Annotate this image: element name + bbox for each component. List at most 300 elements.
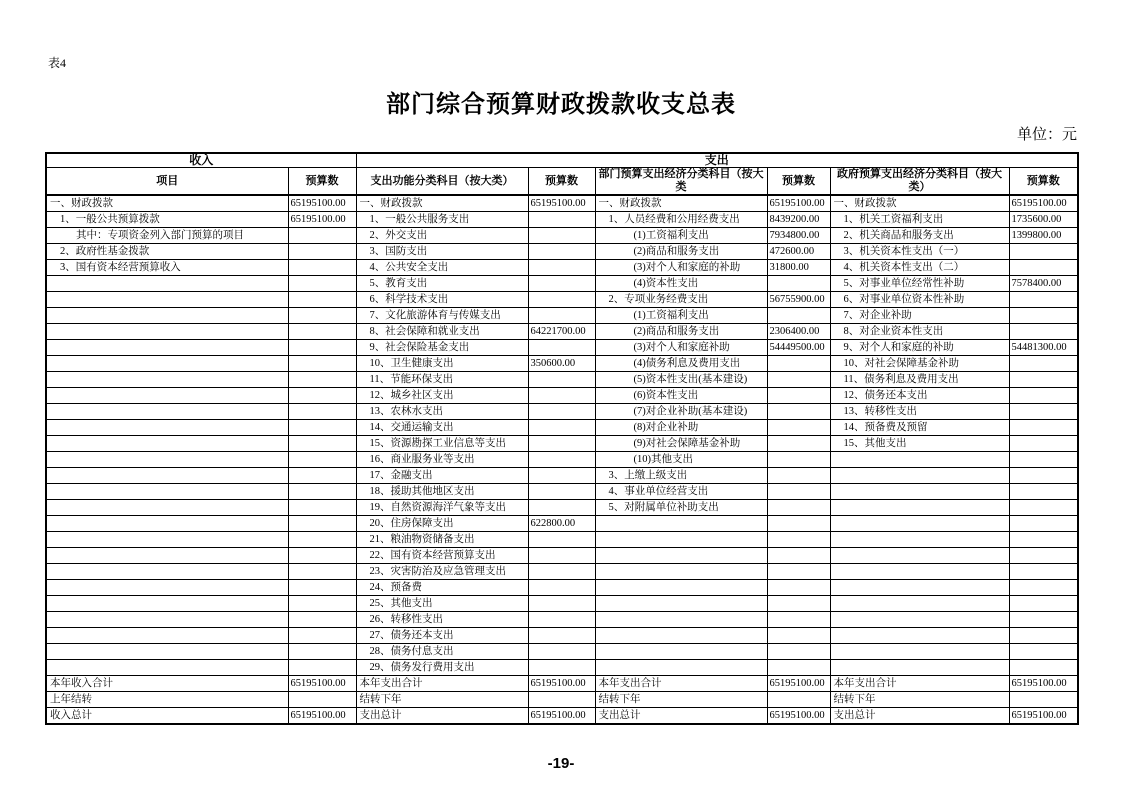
item-label-cell: 6、科学技术支出 — [356, 292, 528, 308]
col-header-functional-budget: 预算数 — [528, 168, 595, 196]
item-label-cell — [46, 388, 288, 404]
budget-value-cell — [1009, 356, 1078, 372]
item-label-cell — [46, 580, 288, 596]
item-label-cell — [595, 532, 767, 548]
budget-value-cell — [1009, 260, 1078, 276]
budget-value-cell — [528, 484, 595, 500]
budget-summary-row — [46, 708, 1078, 725]
budget-value-cell — [767, 468, 830, 484]
item-label-cell — [46, 404, 288, 420]
item-label-cell — [830, 596, 1009, 612]
item-label-cell: 1、一般公共服务支出 — [356, 212, 528, 228]
budget-value-cell — [288, 452, 356, 468]
summary-label-cell: 结转下年 — [830, 692, 1009, 708]
item-label-cell: 17、金融支出 — [356, 468, 528, 484]
budget-value-cell — [528, 244, 595, 260]
summary-label-cell: 支出总计 — [595, 708, 767, 725]
budget-value-cell: 7934800.00 — [767, 228, 830, 244]
budget-value-cell: 350600.00 — [528, 356, 595, 372]
item-label-cell — [46, 308, 288, 324]
budget-value-cell — [288, 500, 356, 516]
item-label-cell: 19、自然资源海洋气象等支出 — [356, 500, 528, 516]
summary-label-cell: 结转下年 — [356, 692, 528, 708]
budget-value-cell — [288, 260, 356, 276]
budget-value-cell — [288, 340, 356, 356]
item-label-cell: 9、对个人和家庭的补助 — [830, 340, 1009, 356]
item-label-cell: 8、对企业资本性支出 — [830, 324, 1009, 340]
budget-value-cell — [1009, 324, 1078, 340]
item-label-cell: 1、机关工资福利支出 — [830, 212, 1009, 228]
item-label-cell: 10、卫生健康支出 — [356, 356, 528, 372]
budget-item-row — [46, 468, 1078, 484]
budget-value-cell: 65195100.00 — [288, 212, 356, 228]
budget-item-row — [46, 324, 1078, 340]
item-label-cell: 21、粮油物资储备支出 — [356, 532, 528, 548]
summary-label-cell: 本年支出合计 — [830, 676, 1009, 692]
budget-summary-row — [46, 692, 1078, 708]
budget-item-row — [46, 436, 1078, 452]
item-label-cell — [830, 548, 1009, 564]
budget-value-cell — [1009, 404, 1078, 420]
budget-item-row — [46, 612, 1078, 628]
item-label-cell — [46, 452, 288, 468]
budget-value-cell — [528, 628, 595, 644]
item-label-cell: (9)对社会保障基金补助 — [595, 436, 767, 452]
budget-value-cell — [528, 596, 595, 612]
item-label-cell: (8)对企业补助 — [595, 420, 767, 436]
item-label-cell — [46, 516, 288, 532]
budget-item-row — [46, 195, 1078, 212]
summary-label-cell: 上年结转 — [46, 692, 288, 708]
budget-value-cell — [528, 228, 595, 244]
budget-value-cell — [1009, 612, 1078, 628]
budget-value-cell: 56755900.00 — [767, 292, 830, 308]
budget-value-cell — [767, 388, 830, 404]
budget-value-cell — [1009, 628, 1078, 644]
item-label-cell — [46, 372, 288, 388]
summary-label-cell: 本年支出合计 — [356, 676, 528, 692]
budget-value-cell — [767, 372, 830, 388]
summary-label-cell: 支出总计 — [356, 708, 528, 725]
budget-value-cell — [1009, 548, 1078, 564]
budget-item-row — [46, 212, 1078, 228]
budget-value-cell: 65195100.00 — [288, 676, 356, 692]
page-number: -19- — [547, 755, 575, 772]
budget-value-cell — [767, 660, 830, 676]
budget-value-cell: 65195100.00 — [528, 708, 595, 725]
item-label-cell: 16、商业服务业等支出 — [356, 452, 528, 468]
item-label-cell — [595, 612, 767, 628]
col-header-gov-economic-category: 政府预算支出经济分类科目（按大类） — [830, 168, 1009, 196]
item-label-cell — [830, 500, 1009, 516]
budget-value-cell — [767, 452, 830, 468]
item-label-cell — [830, 484, 1009, 500]
budget-value-cell — [767, 404, 830, 420]
item-label-cell — [595, 596, 767, 612]
budget-value-cell — [528, 644, 595, 660]
budget-item-row — [46, 628, 1078, 644]
item-label-cell — [46, 484, 288, 500]
budget-value-cell: 8439200.00 — [767, 212, 830, 228]
budget-value-cell — [767, 484, 830, 500]
budget-value-cell: 7578400.00 — [1009, 276, 1078, 292]
budget-value-cell — [288, 388, 356, 404]
budget-value-cell — [288, 372, 356, 388]
item-label-cell: 一、财政拨款 — [356, 195, 528, 212]
budget-value-cell: 65195100.00 — [767, 708, 830, 725]
item-label-cell: 22、国有资本经营预算支出 — [356, 548, 528, 564]
item-label-cell: 15、其他支出 — [830, 436, 1009, 452]
budget-value-cell — [288, 244, 356, 260]
item-label-cell — [46, 500, 288, 516]
col-header-gov-economic-budget: 预算数 — [1009, 168, 1078, 196]
item-label-cell: 15、资源勘探工业信息等支出 — [356, 436, 528, 452]
item-label-cell: 2、机关商品和服务支出 — [830, 228, 1009, 244]
budget-value-cell: 2306400.00 — [767, 324, 830, 340]
budget-value-cell: 65195100.00 — [288, 708, 356, 725]
budget-value-cell — [767, 628, 830, 644]
item-label-cell — [46, 548, 288, 564]
item-label-cell: 14、交通运输支出 — [356, 420, 528, 436]
budget-value-cell — [528, 292, 595, 308]
item-label-cell: 27、债务还本支出 — [356, 628, 528, 644]
item-label-cell: 6、对事业单位资本性补助 — [830, 292, 1009, 308]
budget-value-cell — [1009, 388, 1078, 404]
budget-value-cell — [767, 532, 830, 548]
summary-label-cell: 本年支出合计 — [595, 676, 767, 692]
budget-value-cell — [288, 308, 356, 324]
item-label-cell — [46, 612, 288, 628]
budget-item-row — [46, 452, 1078, 468]
budget-value-cell — [767, 356, 830, 372]
budget-item-row — [46, 404, 1078, 420]
budget-value-cell — [528, 372, 595, 388]
budget-value-cell — [767, 516, 830, 532]
budget-value-cell — [288, 596, 356, 612]
summary-label-cell: 支出总计 — [830, 708, 1009, 725]
budget-value-cell — [528, 500, 595, 516]
item-label-cell: 其中：专项资金列入部门预算的项目 — [46, 228, 288, 244]
budget-item-row — [46, 356, 1078, 372]
budget-value-cell — [528, 564, 595, 580]
item-label-cell: 8、社会保障和就业支出 — [356, 324, 528, 340]
group-header-row — [46, 153, 1078, 168]
item-label-cell: 20、住房保障支出 — [356, 516, 528, 532]
col-header-dept-economic-budget: 预算数 — [767, 168, 830, 196]
summary-label-cell: 本年收入合计 — [46, 676, 288, 692]
budget-value-cell — [1009, 580, 1078, 596]
budget-value-cell: 65195100.00 — [528, 676, 595, 692]
column-header-row — [46, 168, 1078, 196]
budget-value-cell — [767, 564, 830, 580]
item-label-cell — [595, 628, 767, 644]
budget-value-cell — [1009, 308, 1078, 324]
budget-item-row — [46, 228, 1078, 244]
budget-value-cell — [1009, 372, 1078, 388]
budget-value-cell — [528, 692, 595, 708]
budget-item-row — [46, 564, 1078, 580]
item-label-cell: (10)其他支出 — [595, 452, 767, 468]
budget-value-cell — [767, 420, 830, 436]
item-label-cell — [595, 564, 767, 580]
budget-value-cell — [767, 276, 830, 292]
item-label-cell — [46, 420, 288, 436]
budget-item-row — [46, 596, 1078, 612]
item-label-cell — [830, 580, 1009, 596]
item-label-cell — [595, 660, 767, 676]
item-label-cell: 2、外交支出 — [356, 228, 528, 244]
item-label-cell: 5、对事业单位经常性补助 — [830, 276, 1009, 292]
budget-value-cell — [288, 580, 356, 596]
item-label-cell: 3、上缴上级支出 — [595, 468, 767, 484]
item-label-cell — [830, 452, 1009, 468]
budget-value-cell — [1009, 468, 1078, 484]
item-label-cell: (1)工资福利支出 — [595, 228, 767, 244]
item-label-cell — [830, 628, 1009, 644]
budget-value-cell: 65195100.00 — [288, 195, 356, 212]
item-label-cell — [830, 468, 1009, 484]
budget-value-cell — [288, 516, 356, 532]
item-label-cell — [46, 276, 288, 292]
col-header-income-item: 项目 — [46, 168, 288, 196]
budget-value-cell — [528, 580, 595, 596]
budget-value-cell — [528, 612, 595, 628]
budget-value-cell — [288, 692, 356, 708]
budget-item-row — [46, 420, 1078, 436]
budget-value-cell — [528, 420, 595, 436]
item-label-cell: 14、预备费及预留 — [830, 420, 1009, 436]
budget-value-cell — [767, 548, 830, 564]
item-label-cell — [46, 468, 288, 484]
budget-value-cell — [288, 436, 356, 452]
item-label-cell: (2)商品和服务支出 — [595, 244, 767, 260]
budget-value-cell: 64221700.00 — [528, 324, 595, 340]
sheet-label: 表4 — [48, 56, 67, 70]
budget-value-cell — [288, 420, 356, 436]
item-label-cell — [46, 532, 288, 548]
budget-value-cell — [288, 356, 356, 372]
table-header — [46, 153, 1078, 195]
budget-value-cell — [767, 580, 830, 596]
item-label-cell — [46, 436, 288, 452]
budget-item-row — [46, 244, 1078, 260]
budget-value-cell — [288, 228, 356, 244]
budget-value-cell — [1009, 452, 1078, 468]
budget-value-cell: 65195100.00 — [1009, 676, 1078, 692]
expenditure-group-header: 支出 — [356, 153, 1078, 168]
item-label-cell — [46, 356, 288, 372]
budget-value-cell — [1009, 436, 1078, 452]
item-label-cell — [46, 660, 288, 676]
item-label-cell: 26、转移性支出 — [356, 612, 528, 628]
item-label-cell: 4、公共安全支出 — [356, 260, 528, 276]
budget-value-cell — [528, 436, 595, 452]
item-label-cell: 一、财政拨款 — [595, 195, 767, 212]
item-label-cell — [46, 324, 288, 340]
item-label-cell: 11、债务利息及费用支出 — [830, 372, 1009, 388]
item-label-cell — [46, 340, 288, 356]
item-label-cell — [46, 292, 288, 308]
budget-value-cell — [1009, 660, 1078, 676]
item-label-cell: (3)对个人和家庭补助 — [595, 340, 767, 356]
budget-value-cell — [288, 468, 356, 484]
item-label-cell: 24、预备费 — [356, 580, 528, 596]
budget-value-cell: 472600.00 — [767, 244, 830, 260]
item-label-cell: 4、事业单位经营支出 — [595, 484, 767, 500]
item-label-cell: (2)商品和服务支出 — [595, 324, 767, 340]
item-label-cell: 7、文化旅游体育与传媒支出 — [356, 308, 528, 324]
budget-value-cell: 622800.00 — [528, 516, 595, 532]
budget-value-cell: 65195100.00 — [767, 676, 830, 692]
budget-table — [45, 152, 1079, 725]
budget-value-cell — [1009, 532, 1078, 548]
budget-value-cell — [767, 436, 830, 452]
col-header-income-budget: 预算数 — [288, 168, 356, 196]
budget-item-row — [46, 484, 1078, 500]
budget-value-cell: 65195100.00 — [528, 195, 595, 212]
item-label-cell: 1、人员经费和公用经费支出 — [595, 212, 767, 228]
budget-value-cell — [767, 596, 830, 612]
budget-value-cell: 65195100.00 — [1009, 708, 1078, 725]
budget-value-cell — [767, 500, 830, 516]
budget-value-cell — [528, 308, 595, 324]
item-label-cell — [830, 564, 1009, 580]
budget-item-row — [46, 580, 1078, 596]
budget-item-row — [46, 548, 1078, 564]
budget-value-cell — [288, 292, 356, 308]
item-label-cell: 9、社会保险基金支出 — [356, 340, 528, 356]
item-label-cell: 13、农林水支出 — [356, 404, 528, 420]
item-label-cell — [830, 660, 1009, 676]
item-label-cell: 一、财政拨款 — [46, 195, 288, 212]
budget-item-row — [46, 388, 1078, 404]
budget-item-row — [46, 260, 1078, 276]
item-label-cell: 1、一般公共预算拨款 — [46, 212, 288, 228]
budget-value-cell — [528, 468, 595, 484]
item-label-cell — [46, 596, 288, 612]
item-label-cell: 12、债务还本支出 — [830, 388, 1009, 404]
income-group-header: 收入 — [46, 153, 356, 168]
budget-item-row — [46, 308, 1078, 324]
item-label-cell: (4)债务利息及费用支出 — [595, 356, 767, 372]
budget-value-cell — [1009, 564, 1078, 580]
budget-value-cell: 1399800.00 — [1009, 228, 1078, 244]
budget-value-cell — [528, 388, 595, 404]
budget-value-cell — [528, 532, 595, 548]
budget-summary-row — [46, 676, 1078, 692]
budget-value-cell — [1009, 484, 1078, 500]
item-label-cell: 4、机关资本性支出（二） — [830, 260, 1009, 276]
budget-value-cell: 54449500.00 — [767, 340, 830, 356]
item-label-cell: 一、财政拨款 — [830, 195, 1009, 212]
budget-value-cell — [288, 404, 356, 420]
budget-item-row — [46, 276, 1078, 292]
item-label-cell: 23、灾害防治及应急管理支出 — [356, 564, 528, 580]
item-label-cell: (7)对企业补助(基本建设) — [595, 404, 767, 420]
budget-value-cell: 31800.00 — [767, 260, 830, 276]
budget-value-cell — [528, 404, 595, 420]
budget-value-cell — [767, 308, 830, 324]
item-label-cell: 28、债务付息支出 — [356, 644, 528, 660]
budget-value-cell — [1009, 500, 1078, 516]
budget-item-row — [46, 516, 1078, 532]
budget-value-cell: 54481300.00 — [1009, 340, 1078, 356]
budget-value-cell — [767, 612, 830, 628]
budget-value-cell — [1009, 692, 1078, 708]
item-label-cell — [830, 516, 1009, 532]
budget-value-cell — [288, 628, 356, 644]
item-label-cell — [830, 644, 1009, 660]
item-label-cell — [830, 612, 1009, 628]
table-body — [46, 195, 1078, 724]
item-label-cell — [46, 628, 288, 644]
summary-label-cell: 结转下年 — [595, 692, 767, 708]
budget-item-row — [46, 292, 1078, 308]
budget-value-cell — [288, 484, 356, 500]
item-label-cell: 2、政府性基金拨款 — [46, 244, 288, 260]
item-label-cell — [595, 516, 767, 532]
budget-value-cell — [288, 532, 356, 548]
budget-item-row — [46, 644, 1078, 660]
budget-value-cell — [1009, 596, 1078, 612]
budget-value-cell — [288, 660, 356, 676]
item-label-cell — [46, 644, 288, 660]
budget-value-cell — [528, 452, 595, 468]
budget-value-cell — [288, 548, 356, 564]
budget-item-row — [46, 532, 1078, 548]
item-label-cell: 12、城乡社区支出 — [356, 388, 528, 404]
budget-value-cell — [528, 660, 595, 676]
budget-item-row — [46, 500, 1078, 516]
item-label-cell: 2、专项业务经费支出 — [595, 292, 767, 308]
budget-value-cell — [1009, 644, 1078, 660]
budget-value-cell — [528, 276, 595, 292]
budget-value-cell — [1009, 420, 1078, 436]
budget-value-cell — [528, 260, 595, 276]
budget-value-cell — [288, 564, 356, 580]
budget-value-cell — [288, 612, 356, 628]
budget-value-cell — [528, 212, 595, 228]
item-label-cell — [595, 580, 767, 596]
item-label-cell: 13、转移性支出 — [830, 404, 1009, 420]
budget-item-row — [46, 372, 1078, 388]
col-header-functional-category: 支出功能分类科目（按大类） — [356, 168, 528, 196]
budget-value-cell — [288, 276, 356, 292]
item-label-cell — [595, 548, 767, 564]
item-label-cell: 3、国有资本经营预算收入 — [46, 260, 288, 276]
item-label-cell: (4)资本性支出 — [595, 276, 767, 292]
budget-value-cell — [1009, 244, 1078, 260]
item-label-cell: 5、教育支出 — [356, 276, 528, 292]
budget-item-row — [46, 660, 1078, 676]
budget-value-cell: 1735600.00 — [1009, 212, 1078, 228]
col-header-dept-economic-category: 部门预算支出经济分类科目（按大类 — [595, 168, 767, 196]
budget-value-cell: 65195100.00 — [1009, 195, 1078, 212]
budget-item-row — [46, 340, 1078, 356]
budget-value-cell — [288, 644, 356, 660]
item-label-cell: (1)工资福利支出 — [595, 308, 767, 324]
item-label-cell — [830, 532, 1009, 548]
item-label-cell — [46, 564, 288, 580]
budget-value-cell — [528, 340, 595, 356]
item-label-cell: 25、其他支出 — [356, 596, 528, 612]
summary-label-cell: 收入总计 — [46, 708, 288, 725]
item-label-cell: 10、对社会保障基金补助 — [830, 356, 1009, 372]
item-label-cell: 3、国防支出 — [356, 244, 528, 260]
item-label-cell: (5)资本性支出(基本建设) — [595, 372, 767, 388]
budget-value-cell — [528, 548, 595, 564]
budget-value-cell — [1009, 516, 1078, 532]
